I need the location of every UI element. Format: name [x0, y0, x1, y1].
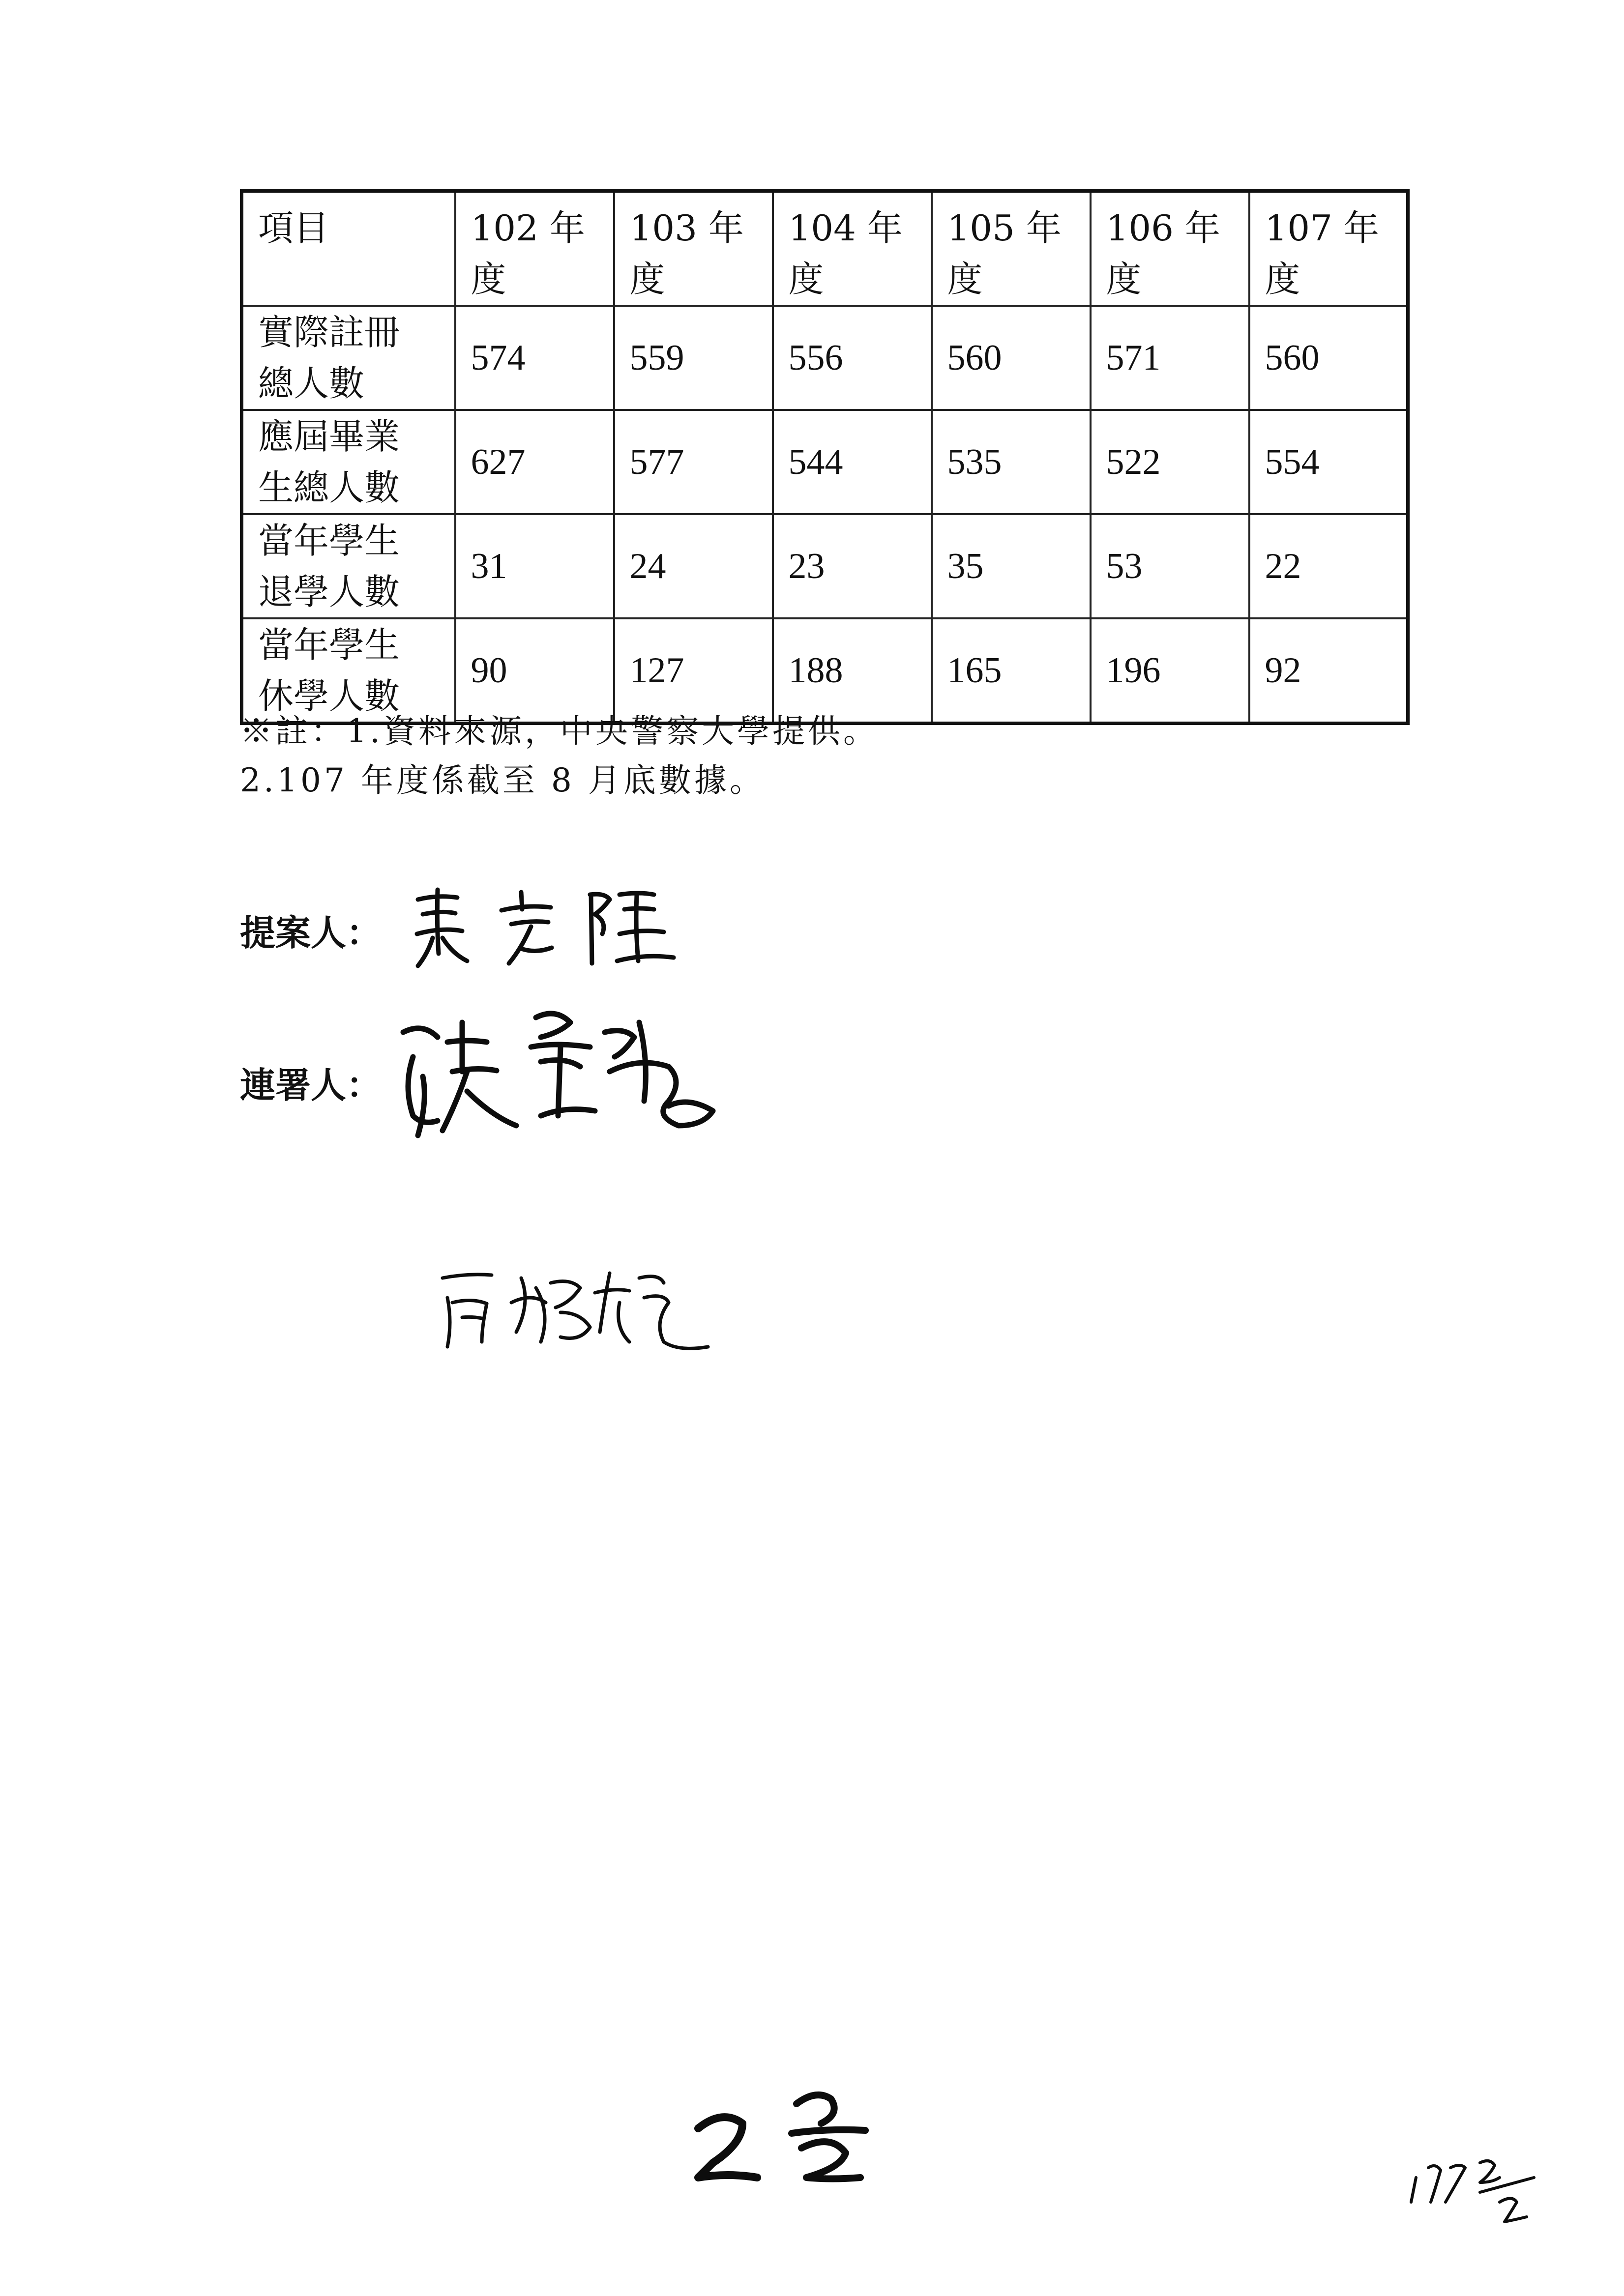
header-cell-year: [614, 191, 773, 306]
table-cell: 535: [932, 410, 1091, 514]
proposer-label: 提案人：: [240, 912, 382, 954]
table-cell: 24: [614, 514, 773, 618]
table-cell: 560: [1249, 306, 1408, 410]
header-label: 103 年 度: [629, 207, 744, 300]
cosigner-signature: [433, 1258, 718, 1357]
cosigner-label: 連署人：: [240, 1065, 382, 1106]
header-label: 107 年 度: [1265, 207, 1379, 300]
table-cell: 31: [455, 514, 614, 618]
table-cell: 559: [614, 306, 773, 410]
cosigner-signature: [393, 1003, 738, 1150]
table-cell: 556: [773, 306, 932, 410]
header-cell-item: [242, 191, 455, 306]
table-cell: 165: [932, 618, 1091, 724]
table-header-row: [242, 191, 1408, 306]
date-note: 2.107 年度係截至 8 月底數據。: [240, 761, 765, 799]
table-cell: 577: [614, 410, 773, 514]
table-cell: 92: [1249, 618, 1408, 724]
table-cell: 522: [1091, 410, 1249, 514]
header-cell-year: [1249, 191, 1408, 306]
table-cell: 196: [1091, 618, 1249, 724]
header-cell-year: [1091, 191, 1249, 306]
table-cell: 35: [932, 514, 1091, 618]
table-cell: 560: [932, 306, 1091, 410]
proposer-signature: [408, 880, 683, 978]
row-label-cell: [242, 306, 455, 410]
table-cell: 188: [773, 618, 932, 724]
header-cell-year: [455, 191, 614, 306]
table-cell: 627: [455, 410, 614, 514]
header-label: 106 年 度: [1106, 207, 1220, 300]
table-cell: 574: [455, 306, 614, 410]
table-cell: 53: [1091, 514, 1249, 618]
table-cell: 23: [773, 514, 932, 618]
page-number-handwriting: [683, 2079, 890, 2192]
header-label: 項目: [258, 207, 329, 249]
table-cell: 554: [1249, 410, 1408, 514]
header-label: 104 年 度: [788, 207, 903, 300]
table-cell: 544: [773, 410, 932, 514]
row-label-cell: [242, 514, 455, 618]
statistics-table: [240, 189, 1410, 725]
table-row: [242, 514, 1408, 618]
row-label: 實際註冊 總人數: [258, 312, 400, 404]
row-label: 當年學生 休學人數: [258, 624, 400, 717]
table-row: [242, 306, 1408, 410]
row-label: 應屆畢業 生總人數: [258, 416, 400, 508]
header-cell-year: [773, 191, 932, 306]
date-handwriting: [1406, 2148, 1568, 2232]
table-cell: 571: [1091, 306, 1249, 410]
table-cell: 90: [455, 618, 614, 724]
row-label-cell: [242, 410, 455, 514]
header-label: 102 年 度: [471, 207, 585, 300]
table-cell: 22: [1249, 514, 1408, 618]
source-note: ※註：1.資料來源，中央警察大學提供。: [240, 712, 879, 750]
header-label: 105 年 度: [947, 207, 1062, 300]
row-label: 當年學生 退學人數: [258, 520, 400, 612]
table-row: [242, 410, 1408, 514]
table-cell: 127: [614, 618, 773, 724]
header-cell-year: [932, 191, 1091, 306]
